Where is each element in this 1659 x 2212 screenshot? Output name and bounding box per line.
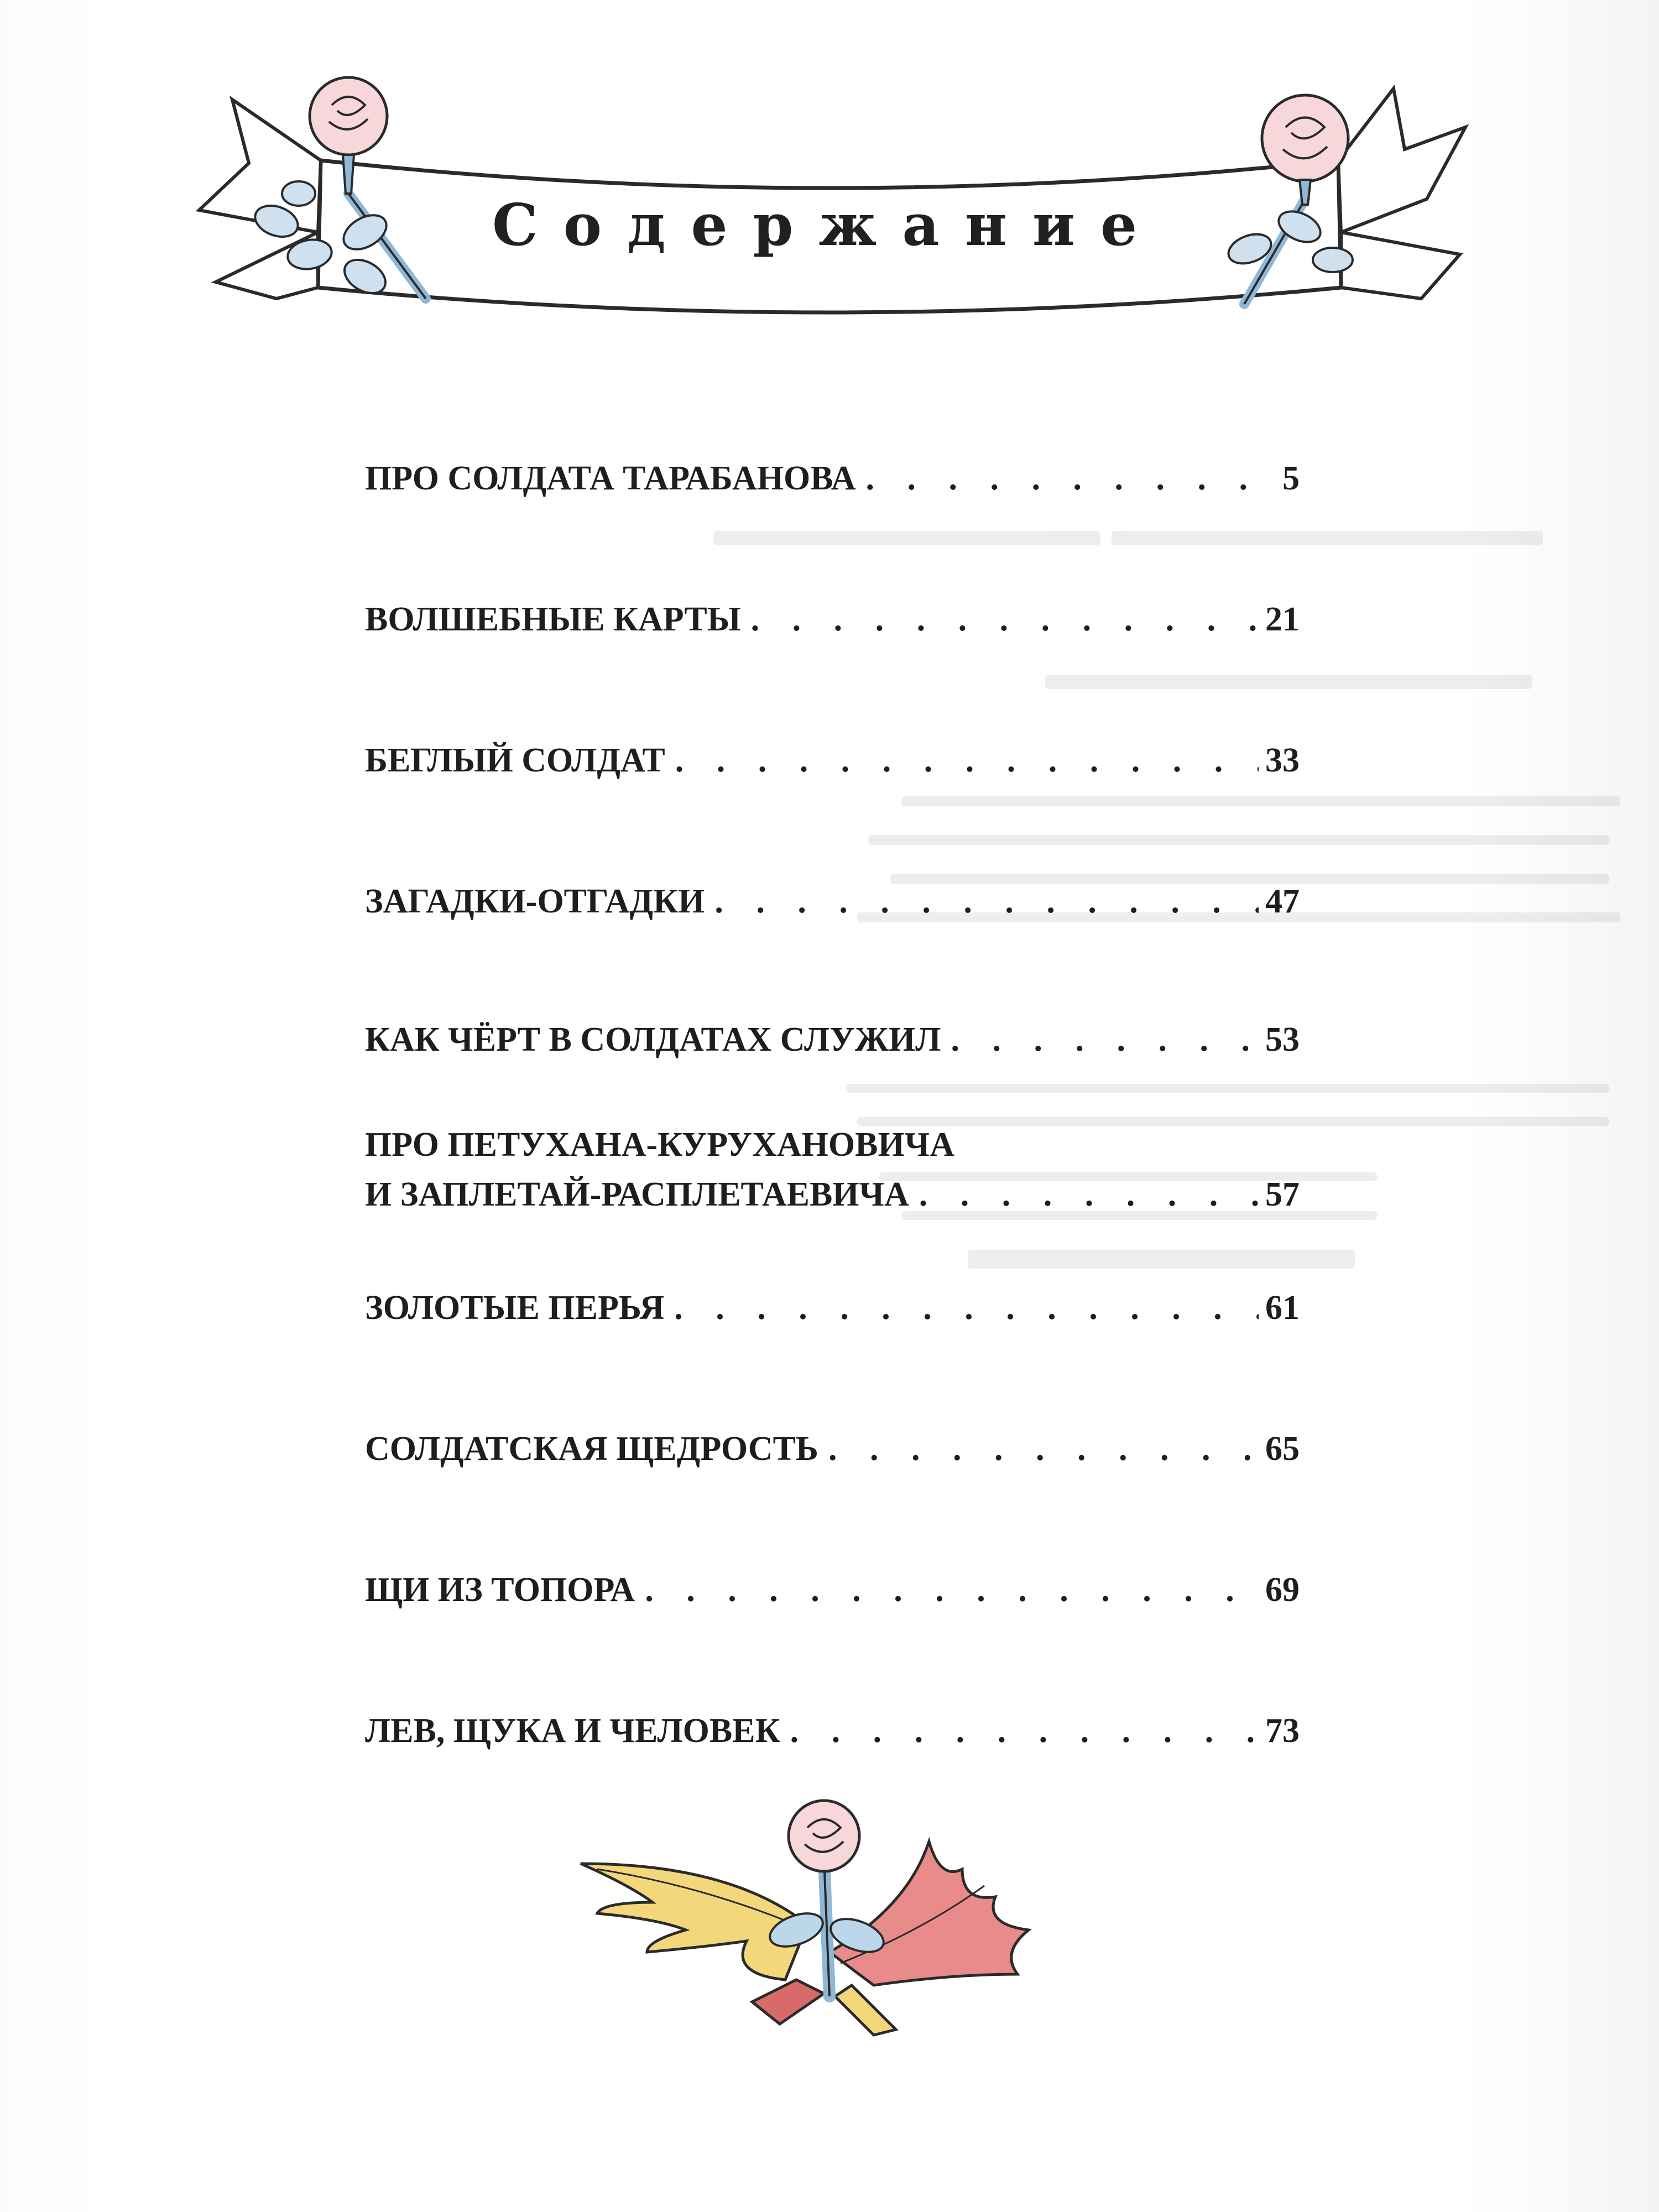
toc-leader-dots <box>919 1170 1259 1219</box>
toc-entry-page: 69 <box>1265 1571 1300 1609</box>
toc-entry-page: 73 <box>1265 1712 1300 1750</box>
toc-leader-dots <box>828 1424 1259 1474</box>
toc-leader-dots <box>751 594 1259 644</box>
toc-entry-title-line2: И ЗАПЛЕТАЙ-РАСПЛЕТАЕВИЧА <box>365 1176 909 1213</box>
toc-entry-title: ЩИ ИЗ ТОПОРА <box>365 1571 635 1609</box>
toc-entry[interactable] <box>365 877 1300 926</box>
toc-entry[interactable] <box>365 1706 1300 1756</box>
toc-entry-title: ЗАГАДКИ-ОТГАДКИ <box>365 883 705 920</box>
toc-entry-page: 5 <box>1282 460 1300 497</box>
toc-leader-dots <box>951 1015 1259 1065</box>
toc-entry[interactable] <box>365 453 1300 503</box>
toc-entry-page: 33 <box>1265 742 1300 779</box>
toc-entry[interactable] <box>365 1283 1300 1333</box>
toc-entry[interactable] <box>365 1424 1300 1474</box>
toc-entry[interactable] <box>365 1565 1300 1615</box>
bleed-through-shadow <box>691 221 1631 1438</box>
toc-entry-title: ЛЕВ, ЩУКА И ЧЕЛОВЕК <box>365 1712 780 1750</box>
toc-leader-dots <box>674 1283 1259 1333</box>
toc-leader-dots <box>714 877 1259 926</box>
toc-leader-dots <box>865 453 1259 503</box>
toc-entry[interactable] <box>365 1015 1300 1065</box>
toc-entry-page: 47 <box>1265 883 1300 920</box>
toc-entry-title: СОЛДАТСКАЯ ЩЕДРОСТЬ <box>365 1430 818 1468</box>
toc-entry-two-line[interactable] <box>365 1120 1300 1219</box>
toc-entry-page: 21 <box>1265 601 1300 638</box>
page-title: Содержание <box>492 191 1163 259</box>
toc-entry-title: ПРО СОЛДАТА ТАРАБАНОВА <box>365 460 856 497</box>
toc-entry-title: БЕГЛЫЙ СОЛДАТ <box>365 742 665 779</box>
header-banner <box>182 66 1477 354</box>
toc-entry-page: 61 <box>1265 1289 1300 1327</box>
toc-entry-title: ЗОЛОТЫЕ ПЕРЬЯ <box>365 1289 665 1327</box>
toc-entry-title-line1: ПРО ПЕТУХАНА-КУРУХАНОВИЧА <box>365 1126 954 1164</box>
toc-entry-page: 65 <box>1265 1430 1300 1468</box>
toc-entry-title: ВОЛШЕБНЫЕ КАРТЫ <box>365 601 741 638</box>
toc-leader-dots <box>790 1706 1259 1756</box>
toc-entry-title: КАК ЧЁРТ В СОЛДАТАХ СЛУЖИЛ <box>365 1021 941 1058</box>
toc-leader-dots <box>675 735 1259 785</box>
toc-entry[interactable] <box>365 735 1300 785</box>
toc-entry-page: 53 <box>1265 1021 1300 1058</box>
toc-leader-dots <box>645 1565 1259 1615</box>
rose-feather-ornament-icon <box>564 1797 1095 2041</box>
toc-entry[interactable] <box>365 594 1300 644</box>
toc-entry-page: 57 <box>1265 1176 1300 1213</box>
